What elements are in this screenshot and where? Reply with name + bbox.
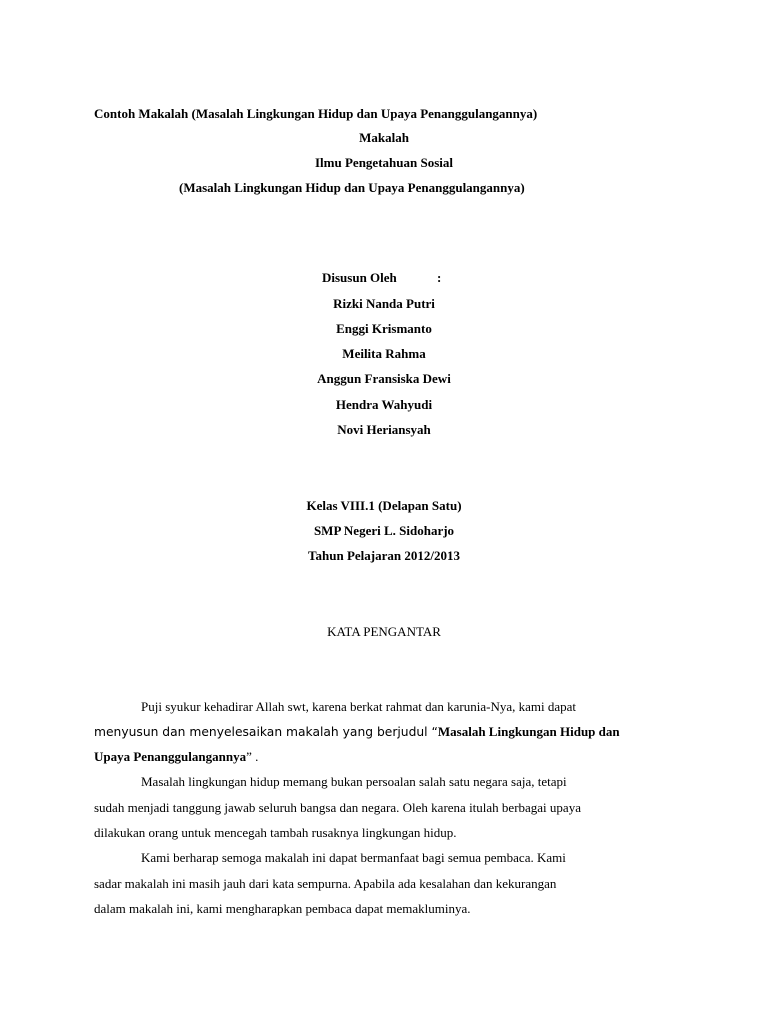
paragraph-line: Puji syukur kehadirar Allah swt, karena berkat rahmat dan karunia-Nya, kami dapat [141, 699, 576, 714]
paragraph-line: dalam makalah ini, kami mengharapkan pembaca dapat memakluminya. [94, 901, 471, 916]
paragraph-text: menyusun dan menyelesaikan makalah yang berjudul “ [94, 725, 438, 739]
author-name: Hendra Wahyudi [335, 397, 433, 412]
paragraph-line [94, 749, 258, 765]
school-name: SMP Negeri L. Sidoharjo [313, 523, 455, 538]
paragraph-line: Masalah lingkungan hidup memang bukan persoalan salah satu negara saja, tetapi [141, 774, 567, 789]
author-name: Rizki Nanda Putri [333, 296, 435, 311]
author-name: Anggun Fransiska Dewi [317, 371, 451, 386]
author-name: Meilita Rahma [342, 346, 426, 361]
topic-title: (Masalah Lingkungan Hidup dan Upaya Penanggulangannya) [179, 180, 525, 195]
paper-title-reference: Upaya Penanggulangannya [94, 749, 247, 764]
author-name: Enggi Krismanto [336, 321, 432, 336]
author-name: Novi Heriansyah [337, 422, 431, 437]
paper-type: Makalah [359, 130, 409, 145]
paragraph-line: sadar makalah ini masih jauh dari kata sempurna. Apabila ada kesalahan dan kekurangan [94, 876, 557, 891]
paragraph-line [94, 724, 620, 740]
subject-title: Ilmu Pengetahuan Sosial [315, 155, 453, 170]
class-info: Kelas VIII.1 (Delapan Satu) [306, 498, 462, 513]
paragraph-line: dilakukan orang untuk mencegah tambah rusaknya lingkungan hidup. [94, 825, 457, 840]
paragraph-text: ” . [246, 749, 259, 764]
authors-label: Disusun Oleh [322, 270, 397, 285]
authors-colon: : [437, 270, 442, 285]
foreword-heading: KATA PENGANTAR [327, 624, 441, 639]
paper-title-reference: Masalah Lingkungan Hidup dan [437, 724, 620, 739]
academic-year: Tahun Pelajaran 2012/2013 [308, 548, 460, 563]
paragraph-line: Kami berharap semoga makalah ini dapat bermanfaat bagi semua pembaca. Kami [141, 850, 566, 865]
document-title: Contoh Makalah (Masalah Lingkungan Hidup dan Upaya Penanggulangannya) [94, 106, 538, 121]
paragraph-line: sudah menjadi tanggung jawab seluruh bangsa dan negara. Oleh karena itulah berbagai upaya [94, 800, 581, 815]
